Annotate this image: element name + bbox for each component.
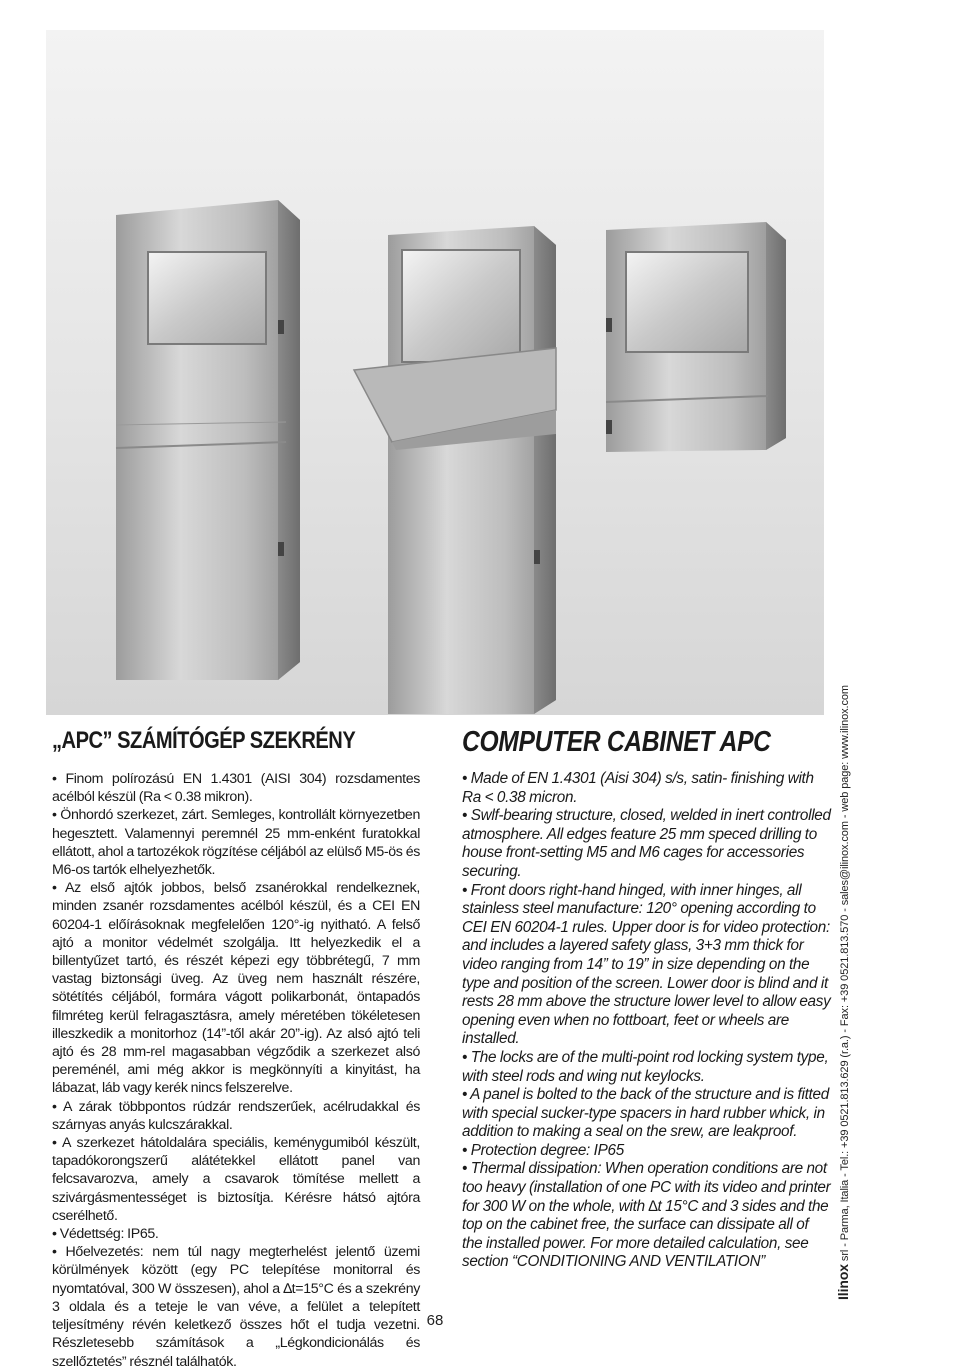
- right-cabinet: [606, 222, 786, 452]
- english-title: COMPUTER CABINET APC: [462, 726, 771, 758]
- hungarian-paragraph: • Az első ajtók jobbos, belső zsanérokkal rendelkeznek, minden zsanér rozsdamentes acélból készül, és a CEI EN 60204-1 előírásoknak megfelelően 120°-ig nyitható. A felső ajtó a monitor védelmét szolgálja. Itt helyezkedik el a billentyűzet tartó, és részét képezi egy többrétegű, 7 mm vastag biztonsági üveg. Az üveg nem használt részére, sötétítés céljából, formára vágott polikarbonát, öntapadós filmréteg kerül felragasztásra, amely méretében tökéletesen illeszkedik a monitorhoz (14”-től akár 20”-ig). Az alsó ajtó teli ajtó és 28 mm-rel magasabban végződik a szerkezet alsó pereménél, ami még akkor is megkönnyíti a kinyitást, ha lábazat, láb vagy kerék nincs felszerelve.: [52, 880, 420, 1097]
- english-paragraph: • Thermal dissipation: When operation conditions are not too heavy (installation of one PC with its video and printer for 300 W on the whole, with ∆t 15°C and 3 sides and the top on the cabinet free, the surface can dissipate all of the installed power. For more detailed calculation, see section “CONDITIONING AND VENTILATION”: [462, 1160, 831, 1271]
- english-paragraph: • The locks are of the multi-point rod locking system type, with steel rods and wing nut keylocks.: [462, 1048, 829, 1085]
- company-contact: srl - Parma, Italia - Tel.: +39 0521.813.629 (r.a.) - Fax: +39 0521.813.570 - sales@ilinox.com - web page: www.ilinox.com: [839, 685, 851, 1265]
- hungarian-paragraph: • Hőelvezetés: nem túl nagy megterhelést jelentő üzemi körülmények között (egy PC telepítése monitorral és nyomtatóval, 300 W összesen), ahol a ∆t=15°C és a szekrény 3 oldala és a teteje le van véve, a felület a telepített teljesítmény révén keletkező összes hőt el tudja vezetni. Részletesebb számítások a „Légkondicionálás és szellőztetés” résznél találhatók.: [52, 1244, 420, 1370]
- hungarian-paragraph: • A zárak többpontos rúdzár rendszerűek, acélrudakkal és szárnyas anyás kulcszárakkal.: [52, 1098, 420, 1133]
- hungarian-paragraph: • Finom polírozású EN 1.4301 (AISI 304) rozsdamentes acélból készül (Ra < 0.38 mikron).: [52, 771, 420, 806]
- company-info-sidebar: [835, 685, 851, 1300]
- page-number: 68: [426, 1312, 444, 1329]
- english-column: [462, 726, 832, 1272]
- computer-cabinets-photo: [46, 30, 824, 715]
- hungarian-paragraph: • A szerkezet hátoldalára speciális, keménygumiból készült, tapadókorongszerű alátétekkel ellátott panel van felcsavarozva, amely a csavarok tömítése mellett a szivárgásmentességet is biztosítja. Kérésre hátsó ajtóra cserélhető.: [52, 1135, 420, 1224]
- english-paragraph: • A panel is bolted to the back of the structure and is fitted with special sucker-type spacers in hard rubber whick, in addition to making a seal on the srew, are leakproof.: [462, 1086, 829, 1141]
- english-paragraph: • Protection degree: IP65: [462, 1141, 624, 1159]
- hungarian-title: „APC” SZÁMÍTÓGÉP SZEKRÉNY: [52, 727, 356, 754]
- brand-name: Ilinox: [835, 1264, 851, 1300]
- english-body: [462, 770, 832, 1272]
- english-paragraph: • Swlf-bearing structure, closed, welded in inert controlled atmosphere. All edges feature 25 mm speced drilling to house front-setting M5 and M6 cages for accessories securing.: [462, 807, 831, 880]
- left-cabinet: [116, 200, 300, 680]
- hungarian-column: [52, 726, 420, 1371]
- middle-cabinet: [354, 226, 556, 714]
- hungarian-paragraph: • Önhordó szerkezet, zárt. Semleges, kontrollált környezetben hegesztett. Valamennyi peremnél 25 mm-enként furatokkal ellátott, ahol a tartozékok rögzítése céljából az elülső M5-ös és M6-os tartók elhelyezhetők.: [52, 807, 420, 879]
- english-paragraph: • Front doors right-hand hinged, with inner hinges, all stainless steel manufacture: 120° opening according to CEI EN 60204-1 rules. Upper door is for video protection: and includes a layered safety glass, 3+3 mm thick for video ranging from 14” to 19” in size depending on the type and position of the screen. Lower door is blind and it rests 28 mm above the structure lower level to allow easy opening even when no fottboart, feet or wheels are installed.: [462, 881, 831, 1048]
- hungarian-body: [52, 770, 420, 1371]
- english-paragraph: • Made of EN 1.4301 (Aisi 304) s/s, satin- finishing with Ra < 0.38 micron.: [462, 770, 814, 806]
- hungarian-paragraph: • Védettség: IP65.: [52, 1226, 159, 1243]
